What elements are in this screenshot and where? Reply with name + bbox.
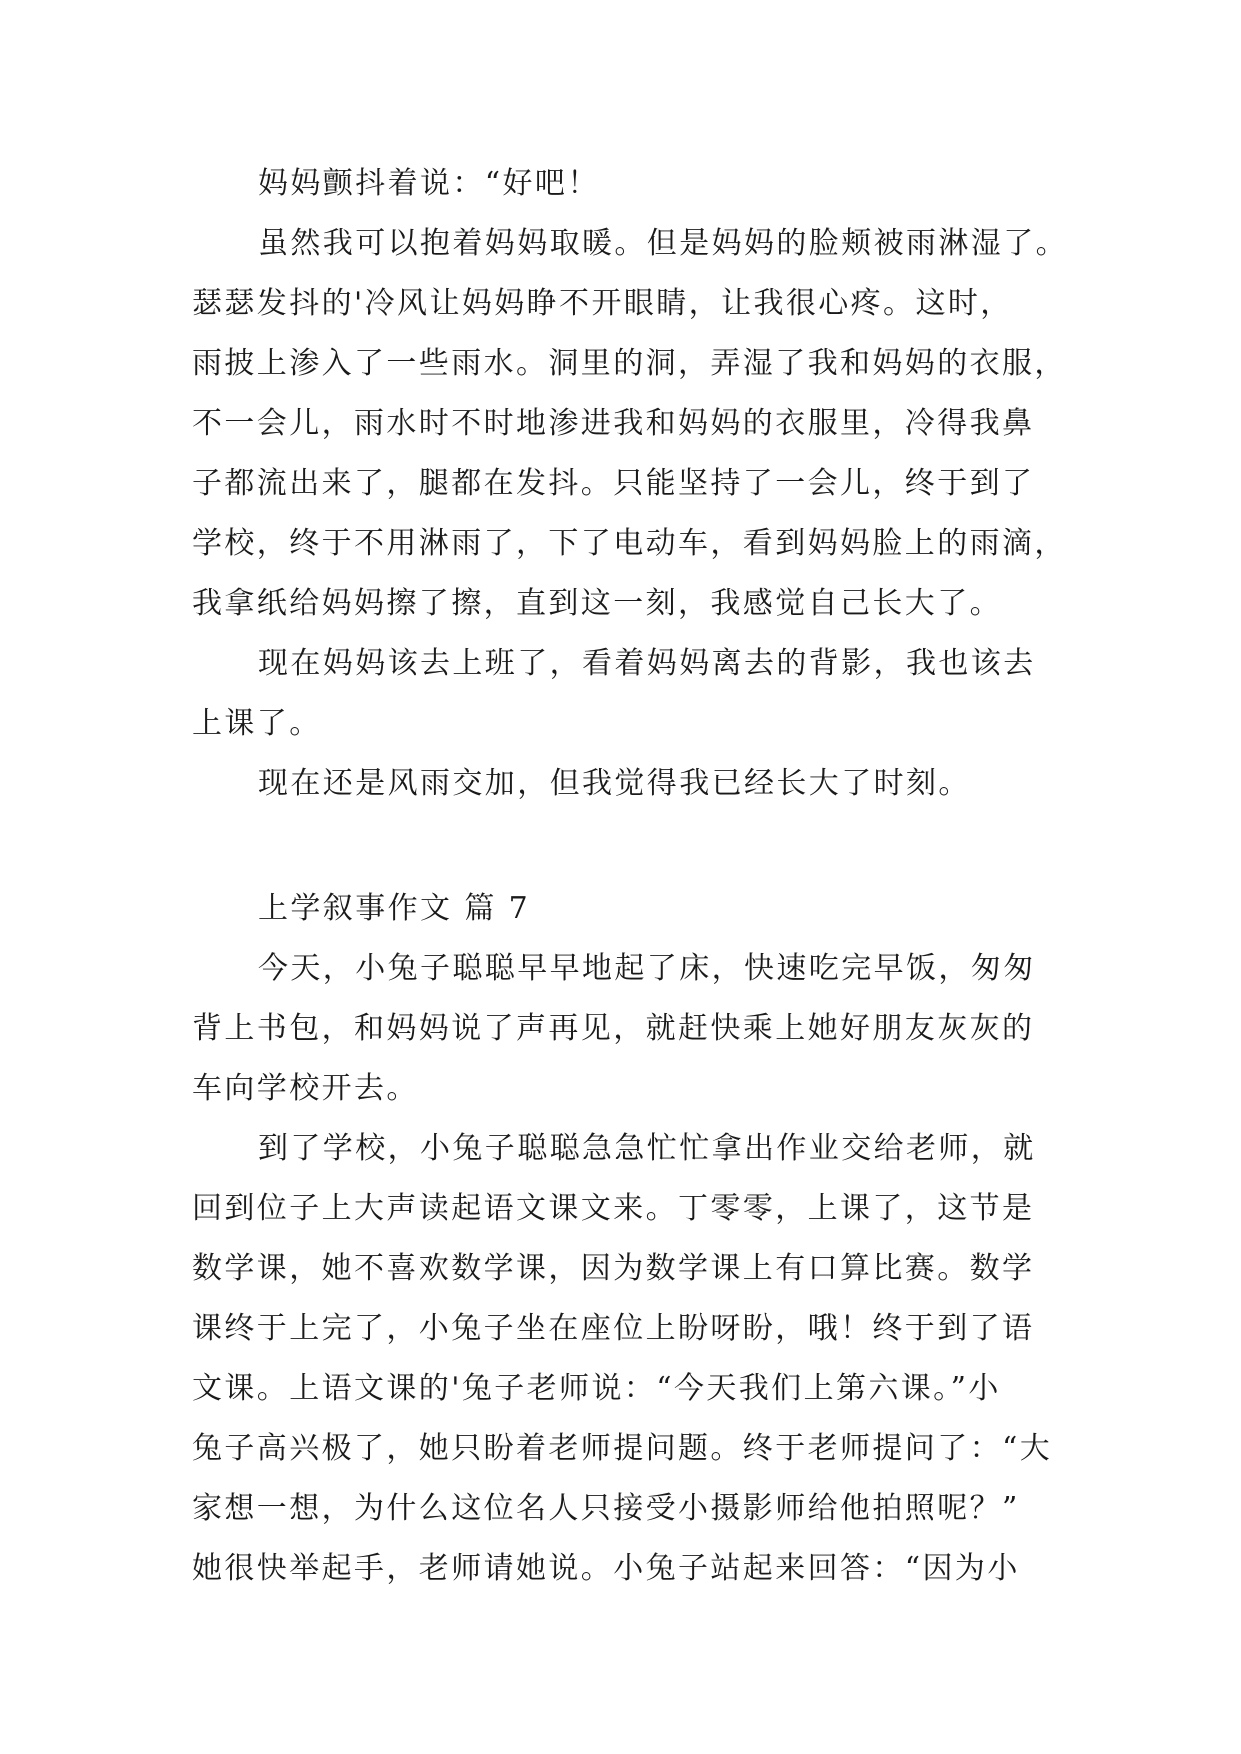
text-line: 现在还是风雨交加，但我觉得我已经长大了时刻。 <box>258 766 971 801</box>
text-line: 上课了。 <box>192 706 322 741</box>
text-line: 她很快举起手，老师请她说。小兔子站起来回答：“因为小 <box>192 1551 1020 1586</box>
text-line: 我拿纸给妈妈擦了擦，直到这一刻，我感觉自己长大了。 <box>192 586 1002 621</box>
text-line: 数学课，她不喜欢数学课，因为数学课上有口算比赛。数学 <box>192 1251 1035 1286</box>
text-line: 背上书包，和妈妈说了声再见，就赶快乘上她好朋友灰灰的 <box>192 1011 1035 1046</box>
text-line: 妈妈颤抖着说：“好吧！ <box>258 166 600 201</box>
text-line: 到了学校，小兔子聪聪急急忙忙拿出作业交给老师，就 <box>258 1131 1036 1166</box>
text-line: 今天，小兔子聪聪早早地起了床，快速吃完早饭，匆匆 <box>258 951 1036 986</box>
text-line: 现在妈妈该去上班了，看着妈妈离去的背影，我也该去 <box>258 646 1036 681</box>
text-line: 课终于上完了，小兔子坐在座位上盼呀盼，哦！终于到了语 <box>192 1311 1035 1346</box>
text-line: 瑟瑟发抖的'冷风让妈妈睁不开眼睛，让我很心疼。这时， <box>192 286 1013 321</box>
text-line: 回到位子上大声读起语文课文来。丁零零，上课了，这节是 <box>192 1191 1035 1226</box>
text-line: 兔子高兴极了，她只盼着老师提问题。终于老师提问了：“大 <box>192 1431 1053 1466</box>
text-line: 子都流出来了，腿都在发抖。只能坚持了一会儿，终于到了 <box>192 466 1035 501</box>
text-line: 雨披上渗入了一些雨水。洞里的洞，弄湿了我和妈妈的衣服， <box>192 346 1067 381</box>
text-line: 虽然我可以抱着妈妈取暖。但是妈妈的脸颊被雨淋湿了。 <box>258 226 1068 261</box>
text-line: 家想一想，为什么这位名人只接受小摄影师给他拍照呢？” <box>192 1491 1020 1526</box>
text-line: 车向学校开去。 <box>192 1071 419 1106</box>
text-line: 文课。上语文课的'兔子老师说：“今天我们上第六课。”小 <box>192 1371 1001 1406</box>
text-line: 不一会儿，雨水时不时地渗进我和妈妈的衣服里，冷得我鼻 <box>192 406 1035 441</box>
text-line: 学校，终于不用淋雨了，下了电动车，看到妈妈脸上的雨滴， <box>192 526 1067 561</box>
section-heading: 上学叙事作文 篇 7 <box>258 891 531 926</box>
